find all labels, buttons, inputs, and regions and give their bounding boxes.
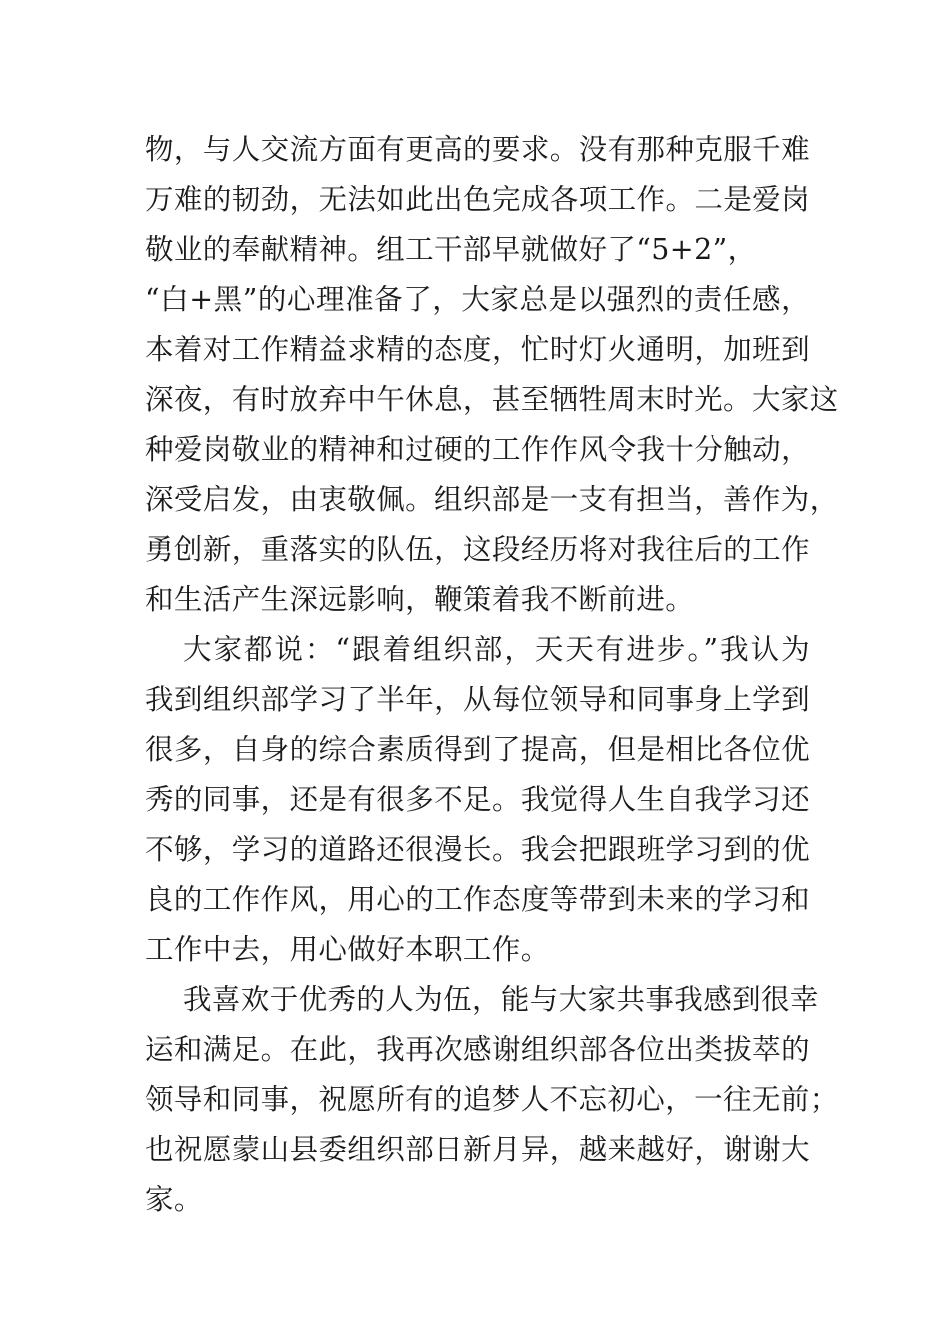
text-line: 深夜，有时放弃中午休息，甚至牺牲周末时光。大家这 — [145, 383, 839, 416]
text-line: 勇创新，重落实的队伍，这段经历将对我往后的工作 — [145, 533, 810, 566]
paragraph-1 — [145, 125, 839, 625]
text-line: 家。 — [145, 1183, 203, 1216]
body-text — [145, 125, 839, 1225]
text-line: 我到组织部学习了半年，从每位领导和同事身上学到 — [145, 683, 810, 716]
text-line: 工作中去，用心做好本职工作。 — [145, 933, 550, 966]
text-line: 物，与人交流方面有更高的要求。没有那种克服千难 — [145, 133, 810, 166]
text-line: 大家都说：“跟着组织部，天天有进步。”我认为 — [183, 633, 810, 666]
text-line: “白+黑”的心理准备了，大家总是以强烈的责任感， — [145, 283, 810, 316]
paragraph-3 — [145, 975, 839, 1225]
text-line: 不够，学习的道路还很漫长。我会把跟班学习到的优 — [145, 833, 810, 866]
text-line: 万难的韧劲，无法如此出色完成各项工作。二是爱岗 — [145, 183, 810, 216]
text-line: 我喜欢于优秀的人为伍，能与大家共事我感到很幸 — [183, 983, 819, 1016]
text-line: 运和满足。在此，我再次感谢组织部各位出类拔萃的 — [145, 1033, 810, 1066]
paragraph-2 — [145, 625, 810, 975]
text-line: 本着对工作精益求精的态度，忙时灯火通明，加班到 — [145, 333, 810, 366]
text-line: 敬业的奉献精神。组工干部早就做好了“5+2”， — [145, 233, 757, 266]
text-line: 和生活产生深远影响，鞭策着我不断前进。 — [145, 583, 695, 616]
text-line: 秀的同事，还是有很多不足。我觉得人生自我学习还 — [145, 783, 810, 816]
text-line: 也祝愿蒙山县委组织部日新月异，越来越好，谢谢大 — [145, 1133, 810, 1166]
text-line: 很多，自身的综合素质得到了提高，但是相比各位优 — [145, 733, 810, 766]
text-line: 领导和同事，祝愿所有的追梦人不忘初心，一往无前； — [145, 1083, 839, 1116]
text-line: 良的工作作风，用心的工作态度等带到未来的学习和 — [145, 883, 810, 916]
text-line: 种爱岗敬业的精神和过硬的工作作风令我十分触动， — [145, 433, 810, 466]
text-line: 深受启发，由衷敬佩。组织部是一支有担当，善作为， — [145, 483, 839, 516]
